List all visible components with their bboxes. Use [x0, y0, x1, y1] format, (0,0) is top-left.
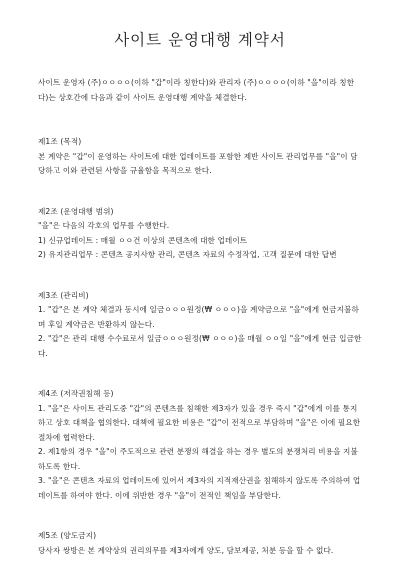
article-paragraph: 3. "을"은 콘텐츠 자료의 업데이트에 있어서 제3자의 지적재산권을 침해하지 않도록 주의하여 업데이트를 하여야 한다. 이에 위반한 경우 "을"이 전적인 책임을 부담한다.: [38, 476, 361, 500]
article-heading: 제3조 (관리비): [38, 290, 89, 300]
article-paragraph: "을"은 다음의 각호의 업무를 수행한다.: [38, 221, 170, 230]
article-paragraph: 1) 신규업데이트 : 매월 ㅇㅇ건 이상의 콘텐츠에 대한 업데이트: [38, 235, 248, 245]
intro-paragraph: 사이트 운영자 (주)ㅇㅇㅇㅇ(이하 "갑"이라 칭한다)와 관리자 (주)ㅇㅇㅇㅇ(이하 "을"이라 칭한다)는 상호간에 다음과 같이 사이트 운영대행 계약을 체결한다.: [38, 78, 355, 102]
article-heading: 제4조 (저작권침해 등): [38, 389, 114, 398]
document-title: 사이트 운영대행 계약서: [114, 31, 286, 49]
article-heading: 제2조 (운영대행 범위): [38, 206, 114, 216]
article-3: [38, 289, 362, 362]
article-4: [38, 387, 362, 503]
article-paragraph: 1. "갑"은 본 계약 체결과 동시에 일금ㅇㅇㅇ원정(₩ ㅇㅇㅇ)을 계약금으로 "을"에게 현금지불하며 후일 계약금은 반환하지 않는다.: [38, 305, 359, 329]
article-paragraph: 2. "갑"은 관리 대행 수수료로서 일금ㅇㅇㅇ원정(₩ ㅇㅇㅇ)을 매월 ㅇㅇ일 "을"에게 현금 입금한다.: [38, 334, 362, 358]
article-heading: 제5조 (양도금지): [38, 531, 97, 540]
article-paragraph: 당사자 쌍방은 본 계약상의 권리의무를 제3자에게 양도, 담보제공, 처분 등을 할 수 없다.: [38, 545, 334, 555]
article-paragraph: 2. 제1항의 경우 "을"이 주도적으로 관련 분쟁의 해결을 하는 경우 별도의 분쟁처리 비용을 지불하도록 한다.: [38, 447, 358, 471]
article-paragraph: 1. "을"은 사이트 관리도중 "갑"의 콘텐츠를 침해한 제3자가 있을 경우 즉시 "갑"에게 이를 통지하고 상호 대책을 협의한다. 대책에 필요한 비용은 "갑"이 전적으로 부담하며 "을"은 이에 필요한 절차에 협력한다.: [38, 403, 361, 442]
article-1: [38, 135, 362, 179]
article-heading: 제1조 (목적): [38, 137, 82, 146]
article-2: [38, 205, 362, 263]
article-paragraph: 본 계약은 "갑"이 운영하는 사이트에 대한 업데이트를 포함한 제반 사이트 관리업무를 "을"이 담당하고 이와 관련된 사항을 규율함을 목적으로 한다.: [38, 151, 358, 175]
article-5: [38, 529, 362, 558]
article-paragraph: 2) 유지관리업무 : 콘텐츠 공지사항 관리, 콘텐츠 자료의 수정작업, 고객 질문에 대한 답변: [38, 250, 337, 259]
